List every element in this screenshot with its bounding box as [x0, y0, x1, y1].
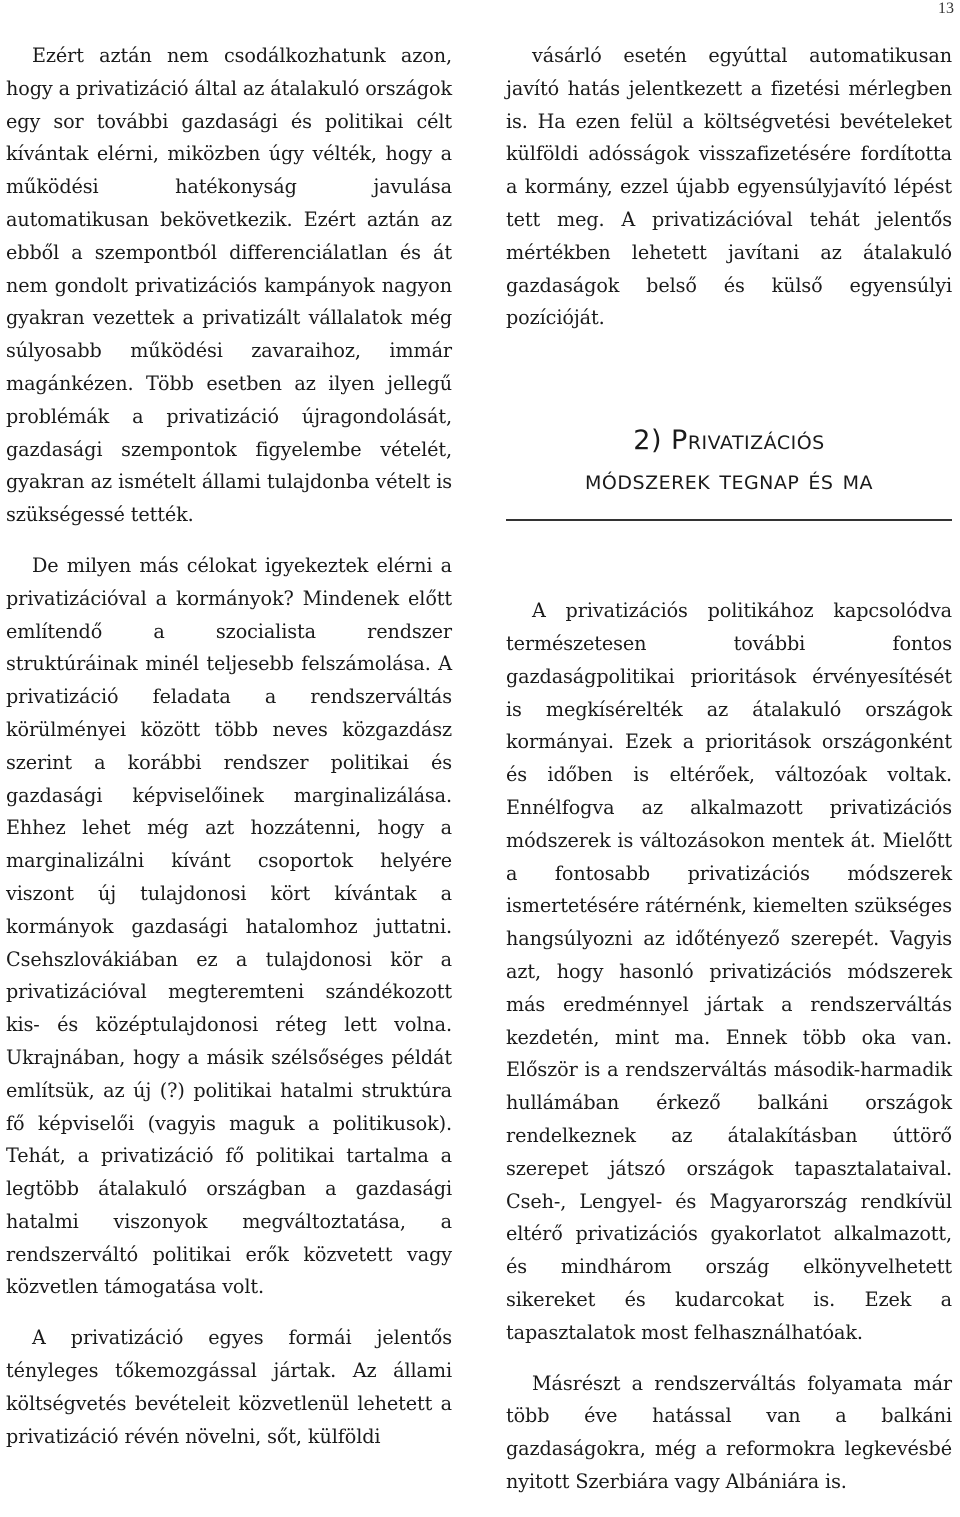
- body-paragraph: A privatizáció egyes formái jelentős tényleges tőkemozgással jártak. Az állami költségvetés bevételeit közvetlenül lehetett a privatizáció révén növelni, sőt, külföldi: [6, 1326, 452, 1448]
- right-column: [506, 40, 952, 1499]
- body-paragraph: A privatizációs politikához kapcsolódva természetesen további fontos gazdaságpolitikai prioritások érvényesítését is megkísérelték az átalakuló országok kormányai. Ezek a prioritások országonként és időben is eltérőek, változóak voltak. Ennélfogva az alkalmazott privatizációs módszerek is változásokon mentek át. Mielőtt a fontosabb privatizációs módszerek ismertetésére rátérnénk, kiemelten szükséges hangsúlyozni az időtényező szerepét. Vagyis azt, hogy hasonló privatizációs módszerek más eredménnyel jártak a rendszerváltás kezdetén, mint ma. Ennek több oka van. Először is a rendszerváltás második-harmadik hullámában érkező balkáni országok rendelkeznek az átalakításban úttörő szerepet játszó országok tapasztalataival. Cseh-, Lengyel- és Magyarország rendkívül eltérő privatizációs gyakorlatot alkalmazott, és mindhárom ország elkönyvelhetett sikereket és kudarcokat is. Ezek a tapasztalatok most felhasználhatóak.: [506, 599, 952, 1344]
- left-column: [6, 40, 452, 1453]
- section-heading: [506, 421, 952, 501]
- page-number: 13: [938, 0, 954, 17]
- body-paragraph: vásárló esetén egyúttal automatikusan javító hatás jelentkezett a fizetési mérlegben is. Ha ezen felül a költségvetési bevételeket külföldi adósságok visszafizetésére fordította a kormány, ezzel újabb egyensúlyjavító lépést tett meg. A privatizációval tehát jelentős mértékben lehetett javítani az átalakuló gazdaságok belső és külső egyensúlyi pozícióját.: [506, 44, 952, 330]
- heading-underline: [506, 519, 952, 521]
- body-paragraph: Másrészt a rendszerváltás folyamata már több éve hatással van a balkáni gazdaságokra, még a reformokra legkevésbé nyitott Szerbiára vagy Albániára is.: [506, 1371, 952, 1493]
- body-paragraph: De milyen más célokat igyekeztek elérni a privatizációval a kormányok? Mindenek előtt említendő a szocialista rendszer struktúráinak minél teljesebb felszámolása. A privatizáció feladata a rendszerváltás körülményei között több neves közgazdász szerint a korábbi rendszer politikai és gazdasági képviselőinek marginalizálása. Ehhez lehet még azt hozzátenni, hogy a marginalizálni kívánt csoportok helyére viszont új tulajdonosi kört kívántak a kormányok gazdasági hatalomhoz juttatni. Csehszlovákiában ez a tulajdonosi kör a privatizációval megteremteni szándékozott kis- és középtulajdonosi réteg lett volna. Ukrajnában, hogy a másik szélsőséges példát említsük, az új (?) politikai hatalmi struktúra fő képviselői (vagyis maguk a politikusok). Tehát, a privatizáció fő politikai tartalma a legtöbb átalakuló országban a gazdasági hatalmi viszonyok megváltoztatása, a rendszerváltó politikai erők közvetett vagy közvetlen támogatása volt.: [6, 553, 452, 1299]
- body-paragraph: Ezért aztán nem csodálkozhatunk azon, hogy a privatizáció által az átalakuló országok egy sor további gazdasági és politikai célt kívántak elérni, miközben úgy vélték, hogy a működési hatékonyság javulása automatikusan bekövetkezik. Ezért aztán az ebből a szempontból differenciálatlan és át nem gondolt privatizációs kampányok nagyon gyakran vezettek a privatizált vállalatok még súlyosabb működési zavaraihoz, immár magánkézen. Több esetben az ilyen jellegű problémák a privatizáció újragondolását, gazdasági szempontok figyelembe vételét, gyakran az ismételt állami tulajdonba vételt is szükségessé tették.: [6, 44, 452, 527]
- section-heading-line: módszerek tegnap és ma: [585, 465, 873, 497]
- section-heading-line: 2) Privatizációs: [633, 425, 825, 457]
